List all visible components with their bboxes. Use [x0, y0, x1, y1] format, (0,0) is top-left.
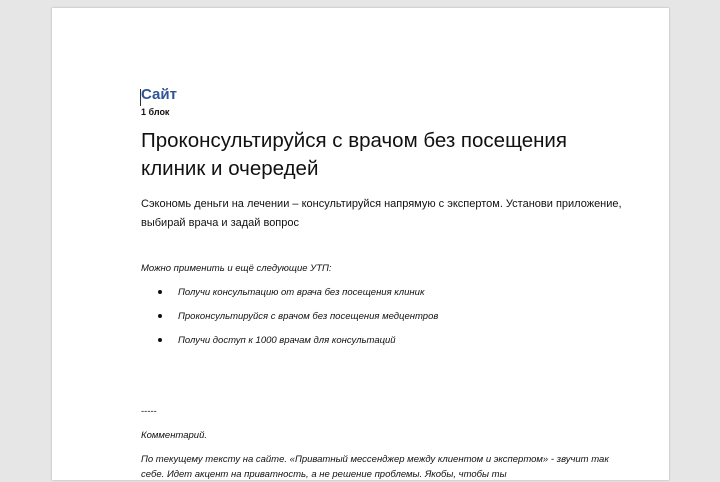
list-item[interactable]: [141, 310, 561, 334]
site-heading[interactable]: Сайт: [141, 86, 177, 103]
document-title[interactable]: Проконсультируйся с врачом без посещения клиник и очередей: [141, 129, 567, 180]
divider-dashes[interactable]: -----: [141, 406, 157, 417]
block-label[interactable]: 1 блок: [141, 107, 170, 117]
bullet-icon: [158, 290, 162, 294]
comment-paragraph[interactable]: По текущему тексту на сайте. «Приватный мессенджер между клиентом и экспертом» - звучит так себе. Идет акцент на приватность, а не решение проблемы. Якобы, чтобы ты: [141, 454, 609, 480]
utp-list: [141, 286, 561, 358]
list-item[interactable]: [141, 286, 561, 310]
lead-paragraph[interactable]: Сэкономь деньги на лечении – консультируйся напрямую с экспертом. Установи приложение, выбирай врача и задай вопрос: [141, 198, 622, 229]
document-page: [52, 8, 669, 480]
bullet-icon: [158, 338, 162, 342]
utp-intro[interactable]: Можно применить и ещё следующие УТП:: [141, 263, 332, 274]
list-item-text: Получи консультацию от врача без посещения клиник: [178, 287, 425, 298]
list-item[interactable]: [141, 334, 561, 358]
bullet-icon: [158, 314, 162, 318]
list-item-text: Получи доступ к 1000 врачам для консультаций: [178, 335, 396, 346]
comment-label[interactable]: Комментарий.: [141, 430, 207, 441]
list-item-text: Проконсультируйся с врачом без посещения медцентров: [178, 311, 439, 322]
